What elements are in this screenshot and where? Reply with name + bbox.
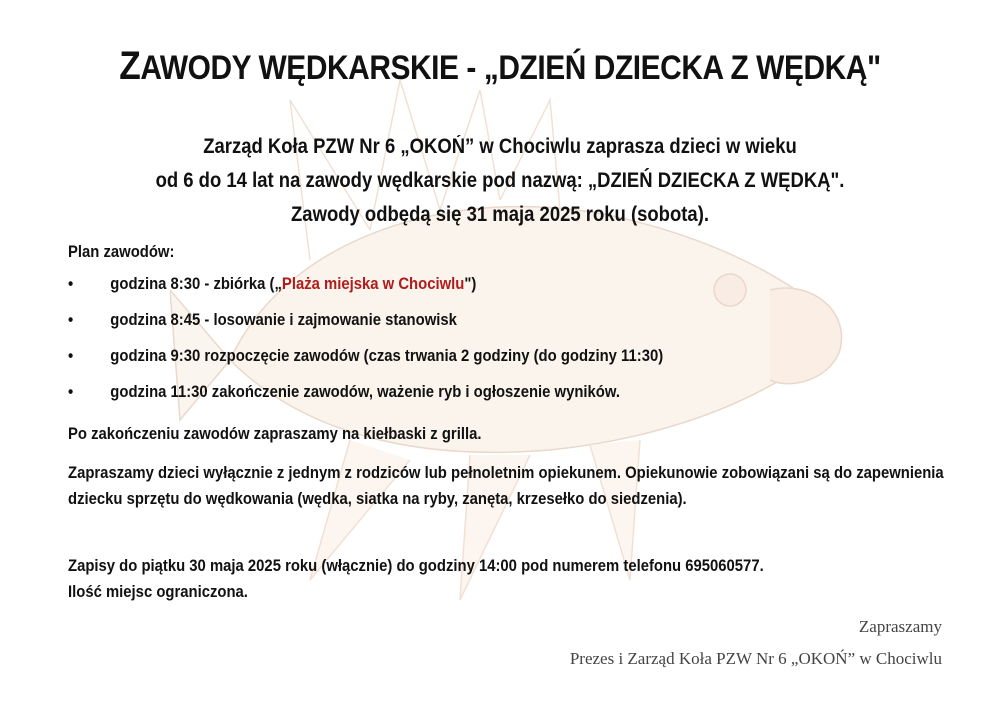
list-item: • godzina 8:45 - losowanie i zajmowanie stanowisk bbox=[68, 311, 457, 329]
signature-greeting: Zapraszamy bbox=[858, 617, 942, 636]
page-title bbox=[60, 44, 940, 89]
plan-list bbox=[68, 275, 663, 419]
list-item: • godzina 11:30 zakończenie zawodów, ważenie ryb i ogłoszenie wyników. bbox=[68, 383, 621, 401]
bullet-icon: • bbox=[68, 383, 74, 401]
plan-heading: Plan zawodów: bbox=[68, 243, 175, 261]
title-rest: AWODY WĘDKARSKIE - „DZIEŃ DZIECKA Z WĘDKĄ" bbox=[140, 49, 881, 87]
signature-name: Prezes i Zarząd Koła PZW Nr 6 „OKOŃ” w Chociwlu bbox=[569, 649, 942, 668]
bullet-icon: • bbox=[68, 347, 74, 365]
list-item: • godzina 8:30 - zbiórka („Plaża miejska w Chociwlu") bbox=[68, 275, 477, 293]
intro-block bbox=[60, 130, 940, 232]
signup-paragraph bbox=[68, 553, 944, 605]
location-highlight: Plaża miejska w Chociwlu bbox=[281, 275, 465, 293]
list-item: • godzina 9:30 rozpoczęcie zawodów (czas trwania 2 godziny (do godziny 11:30) bbox=[68, 347, 664, 365]
title-first-letter: Z bbox=[119, 44, 141, 88]
intro-line-2: od 6 do 14 lat na zawody wędkarskie pod nazwą: „DZIEŃ DZIECKA Z WĘDKĄ". bbox=[155, 169, 845, 192]
intro-line-3: Zawody odbędą się 31 maja 2025 roku (sobota). bbox=[291, 203, 709, 226]
after-competition-text: Po zakończeniu zawodów zapraszamy na kiełbaski z grilla. bbox=[68, 425, 482, 443]
bullet-icon: • bbox=[68, 275, 74, 293]
intro-line-1: Zarząd Koła PZW Nr 6 „OKOŃ” w Chociwlu zaprasza dzieci w wieku bbox=[203, 135, 797, 158]
bullet-icon: • bbox=[68, 311, 74, 329]
signup-line-2: Ilość miejsc ograniczona. bbox=[68, 583, 248, 601]
guardian-paragraph: Zapraszamy dzieci wyłącznie z jednym z rodziców lub pełnoletnim opiekunem. Opiekunowie zobowiązani są do zapewnienia dziecku sprzętu do wędkowania (wędka, siatka na ryby, zanęta, krzesełko do siedzenia). bbox=[68, 464, 944, 508]
signup-line-1: Zapisy do piątku 30 maja 2025 roku (włącznie) do godziny 14:00 pod numerem telefonu 695060577. bbox=[68, 557, 764, 575]
